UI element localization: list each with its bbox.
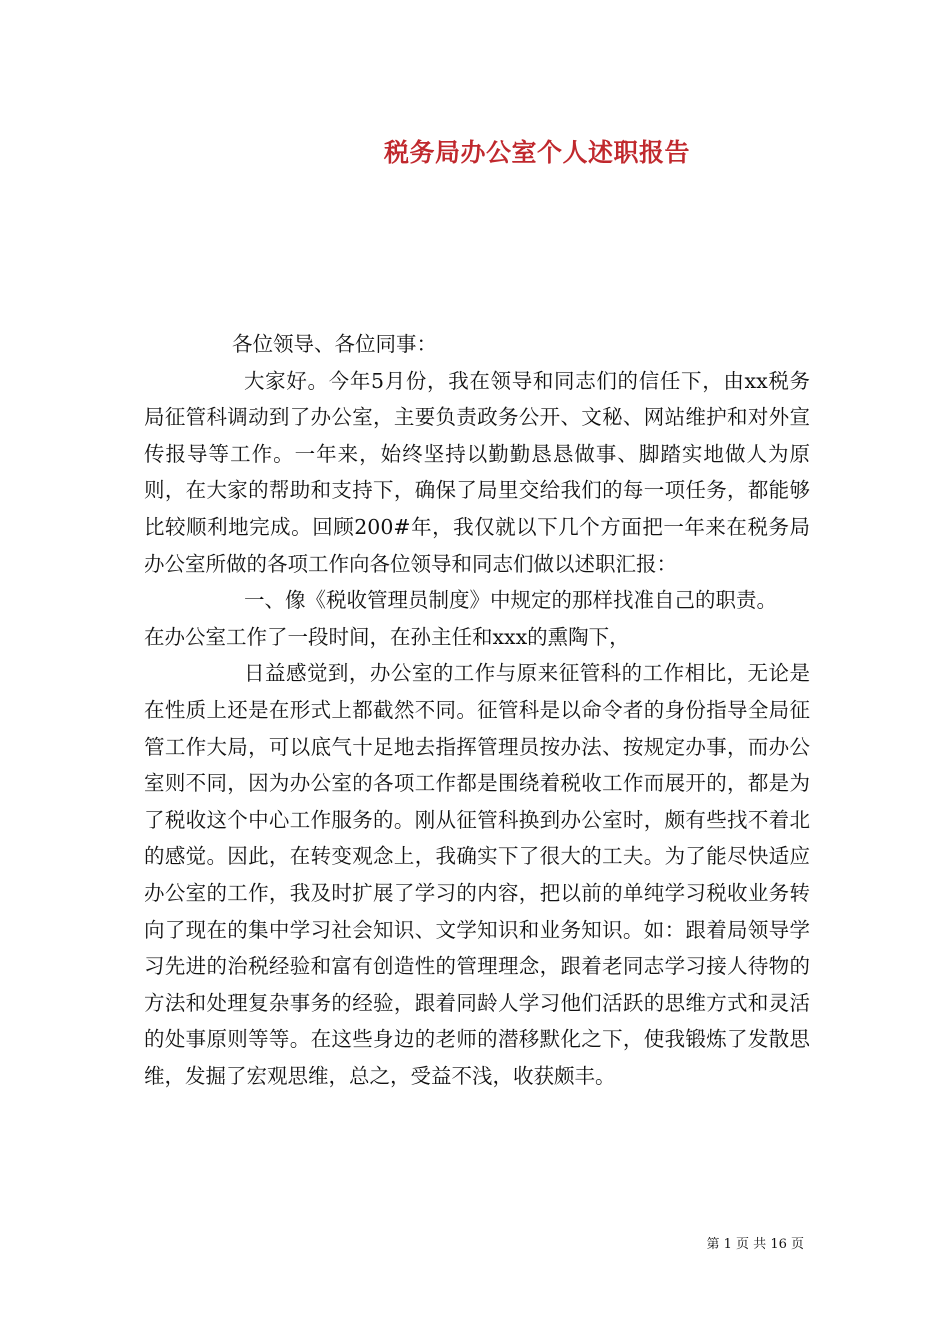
paragraph-continuation: 在办公室工作了一段时间，在孙主任和xxx的熏陶下， [144,624,630,649]
section-heading-1: 一、像《税收管理员制度》中规定的那样找准自己的职责。 [244,588,777,613]
document-body [144,326,810,1094]
page-number-footer: 第 1 页 共 16 页 [706,1237,804,1252]
salutation: 各位领导、各位同事： [232,332,437,356]
paragraph-body: 日益感觉到，办公室的工作与原来征管科的工作相比，无论是在性质上还是在形式上都截然不同。征管科是以命令者的身份指导全局征管工作大局，可以底气十足地去指挥管理员按办法、按规定办事，而办公室则不同，因为办公室的各项工作都是围绕着税收工作而展开的，都是为了税收这个中心工作服务的。刚从征管科换到办公室时，颇有些找不着北的感觉。因此，在转变观念上，我确实下了很大的工夫。为了能尽快适应办公室的工作，我及时扩展了学习的内容，把以前的单纯学习税收业务转向了现在的集中学习社会知识、文学知识和业务知识。如：跟着局领导学习先进的治税经验和富有创造性的管理理念，跟着老同志学习接人待物的方法和处理复杂事务的经验，跟着同龄人学习他们活跃的思维方式和灵活的处事原则等等。在这些身边的老师的潜移默化之下，使我锻炼了发散思维，发掘了宏观思维，总之，受益不浅，收获颇丰。 [144,661,810,1088]
document-title: 税务局办公室个人述职报告 [383,138,690,167]
paragraph-intro: 大家好。今年5月份，我在领导和同志们的信任下，由xx税务局征管科调动到了办公室，主要负责政务公开、文秘、网站维护和对外宣传报导等工作。一年来，始终坚持以勤勤恳恳做事、脚踏实地做人为原则，在大家的帮助和支持下，确保了局里交给我们的每一项任务，都能够比较顺利地完成。回顾200#年，我仅就以下几个方面把一年来在税务局办公室所做的各项工作向各位领导和同志们做以述职汇报： [144,368,810,576]
